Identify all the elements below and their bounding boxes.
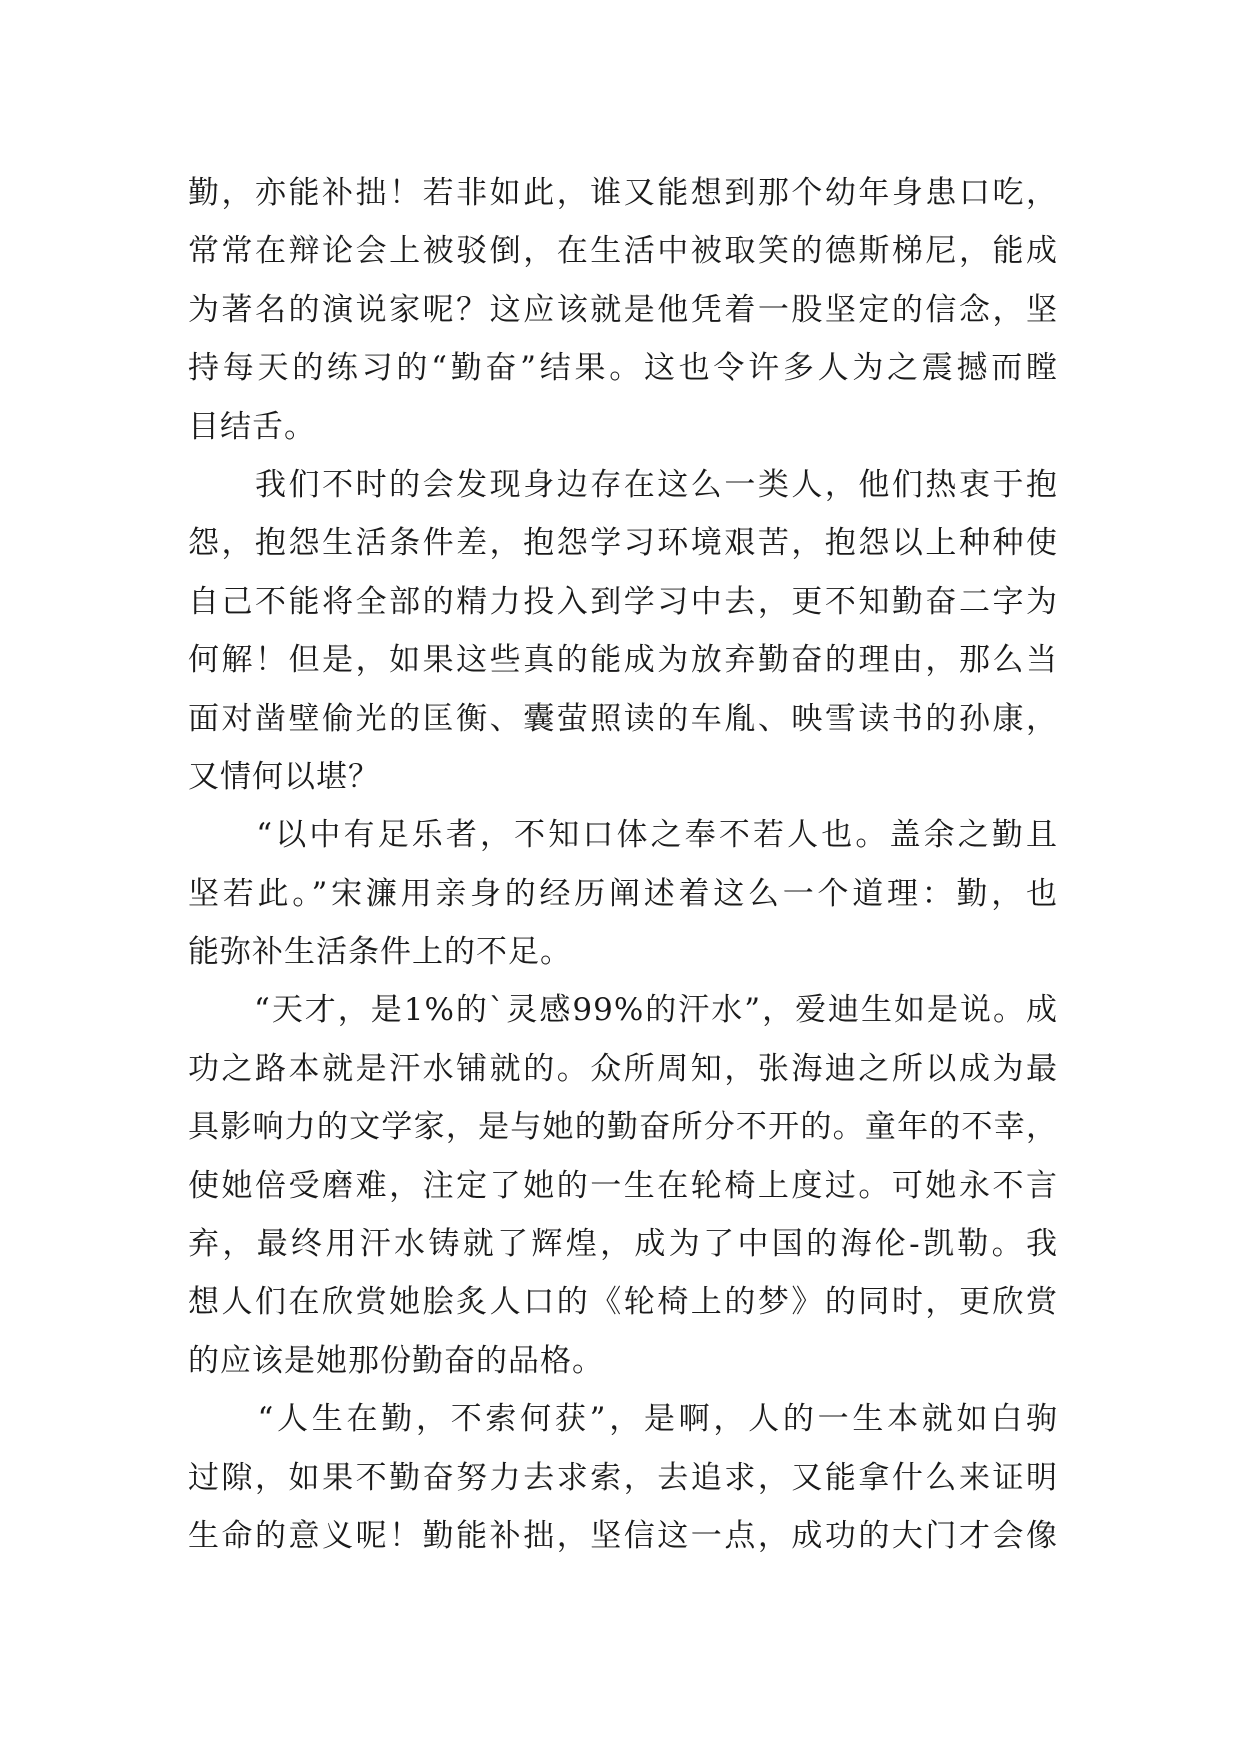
- text-line: 持每天的练习的“勤奋”结果。这也令许多人为之震撼而瞠: [188, 350, 1058, 387]
- text-line: 生命的意义呢！勤能补拙，坚信这一点，成功的大门才会像: [188, 1517, 1058, 1554]
- text-line: 坚若此。”宋濂用亲身的经历阐述着这么一个道理：勤，也: [188, 875, 1058, 912]
- text-line: 为著名的演说家呢？这应该就是他凭着一股坚定的信念，坚: [188, 291, 1058, 328]
- text-line: 弃，最终用汗水铸就了辉煌，成为了中国的海伦-凯勒。我: [188, 1226, 1058, 1263]
- text-line: 自己不能将全部的精力投入到学习中去，更不知勤奋二字为: [188, 583, 1058, 620]
- text-line: 具影响力的文学家，是与她的勤奋所分不开的。童年的不幸，: [188, 1109, 1058, 1146]
- document-body: [188, 164, 1058, 1565]
- text-line: 常常在辩论会上被驳倒，在生活中被取笑的德斯梯尼，能成: [188, 233, 1058, 270]
- text-line: 又情何以堪？: [188, 758, 380, 795]
- text-line: 何解！但是，如果这些真的能成为放弃勤奋的理由，那么当: [188, 642, 1058, 679]
- text-line: 能弥补生活条件上的不足。: [188, 934, 572, 971]
- text-line: “天才，是1%的`灵感99%的汗水”，爱迪生如是说。成: [188, 992, 1058, 1029]
- text-line: 怨，抱怨生活条件差，抱怨学习环境艰苦，抱怨以上种种使: [188, 525, 1058, 562]
- text-line: 勤，亦能补拙！若非如此，谁又能想到那个幼年身患口吃，: [188, 175, 1058, 211]
- text-line: 的应该是她那份勤奋的品格。: [188, 1342, 604, 1379]
- text-line: 过隙，如果不勤奋努力去求索，去追求，又能拿什么来证明: [188, 1459, 1058, 1496]
- text-line: 想人们在欣赏她脍炙人口的《轮椅上的梦》的同时，更欣赏: [188, 1284, 1058, 1321]
- text-line: “人生在勤，不索何获”，是啊，人的一生本就如白驹: [188, 1401, 1058, 1438]
- text-line: “以中有足乐者，不知口体之奉不若人也。盖余之勤且: [188, 817, 1058, 854]
- text-line: 面对凿壁偷光的匡衡、囊萤照读的车胤、映雪读书的孙康，: [188, 700, 1058, 737]
- text-line: 功之路本就是汗水铺就的。众所周知，张海迪之所以成为最: [188, 1050, 1058, 1087]
- text-line: 使她倍受磨难，注定了她的一生在轮椅上度过。可她永不言: [188, 1167, 1058, 1204]
- text-line: 我们不时的会发现身边存在这么一类人，他们热衷于抱: [188, 466, 1058, 503]
- text-line: 目结舌。: [188, 408, 316, 445]
